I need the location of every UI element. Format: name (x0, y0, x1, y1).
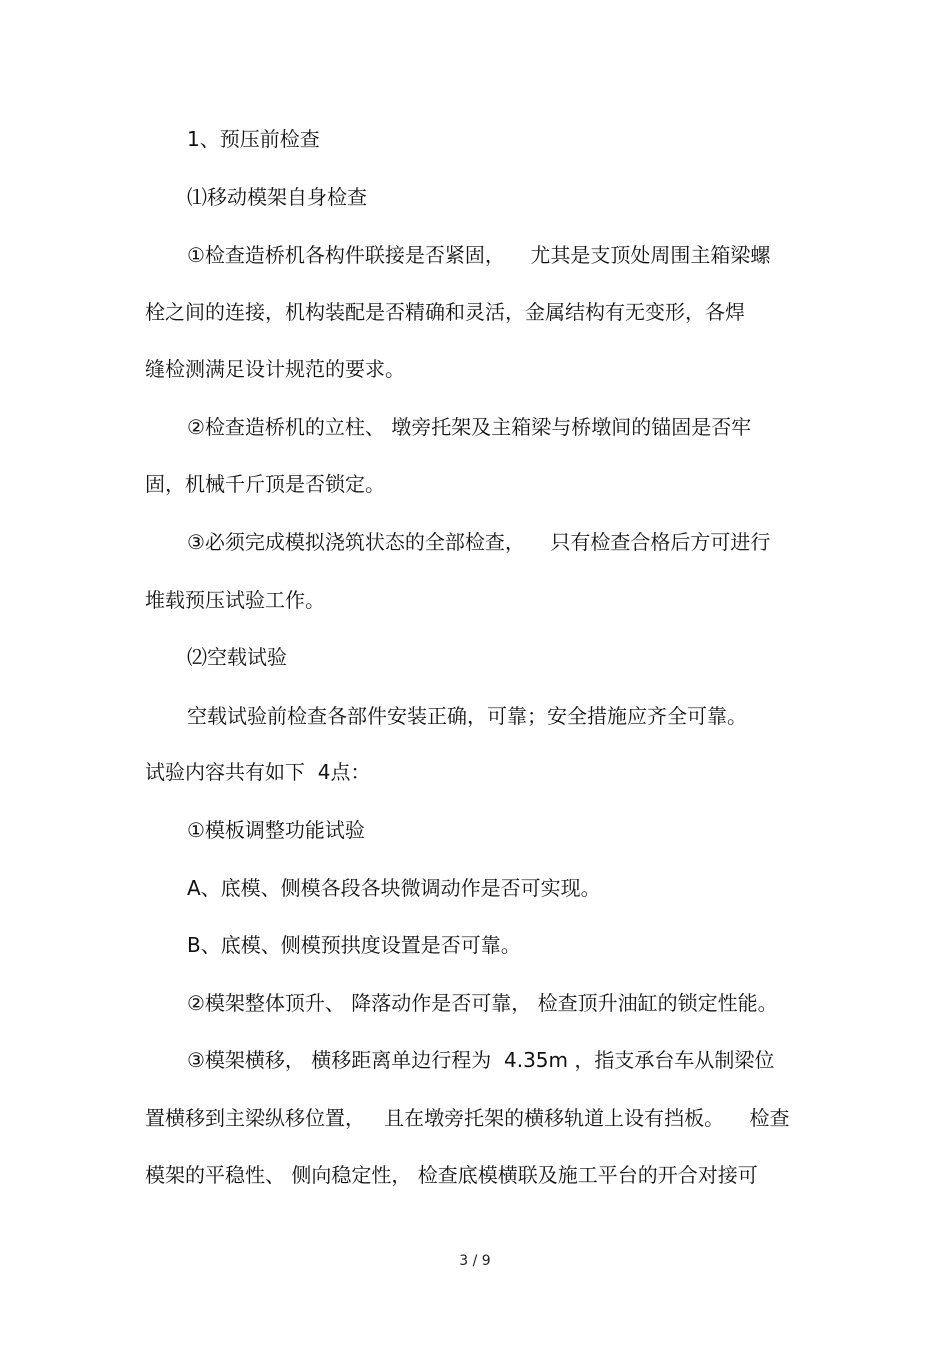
paragraph-line: 模架的平稳性、 侧向稳定性， 检查底模横联及施工平台的开合对接可 (145, 1163, 758, 1187)
list-item: A、底模、侧模各段各块微调动作是否可实现。 (187, 876, 601, 900)
paragraph-line: 堆载预压试验工作。 (145, 588, 325, 612)
subsection-heading: ⑵空载试验 (187, 645, 287, 669)
section-heading: 1、预压前检查 (187, 127, 320, 151)
paragraph-line: ②检查造桥机的立柱、 墩旁托架及主箱梁与桥墩间的锚固是否牢 (187, 415, 752, 439)
paragraph-line: 空载试验前检查各部件安装正确，可靠；安全措施应齐全可靠。 (187, 704, 747, 728)
paragraph-line: 缝检测满足设计规范的要求。 (145, 357, 405, 381)
list-item: ②模架整体顶升、 降落动作是否可靠， 检查顶升油缸的锁定性能。 (187, 991, 778, 1015)
page-number: 3 / 9 (459, 1253, 491, 1269)
paragraph-line: ③必须完成模拟浇筑状态的全部检查， 只有检查合格后方可进行 (187, 530, 771, 554)
list-item: ①模板调整功能试验 (187, 818, 365, 842)
paragraph-line: 置横移到主梁纵移位置， 且在墩旁托架的横移轨道上设有挡板。 检查 (145, 1106, 790, 1130)
list-item: B、底模、侧模预拱度设置是否可靠。 (187, 933, 521, 957)
paragraph-line: ①检查造桥机各构件联接是否紧固， 尤其是支顶处周围主箱梁螺 (187, 243, 771, 267)
paragraph-line: ③模架横移， 横移距离单边行程为 4.35m ，指支承台车从制梁位 (187, 1048, 775, 1072)
paragraph-line: 试验内容共有如下 4点： (145, 760, 371, 784)
subsection-heading: ⑴移动模架自身检查 (187, 185, 367, 209)
paragraph-line: 固，机械千斤顶是否锁定。 (145, 472, 385, 496)
paragraph-line: 栓之间的连接，机构装配是否精确和灵活，金属结构有无变形，各焊 (145, 300, 745, 324)
